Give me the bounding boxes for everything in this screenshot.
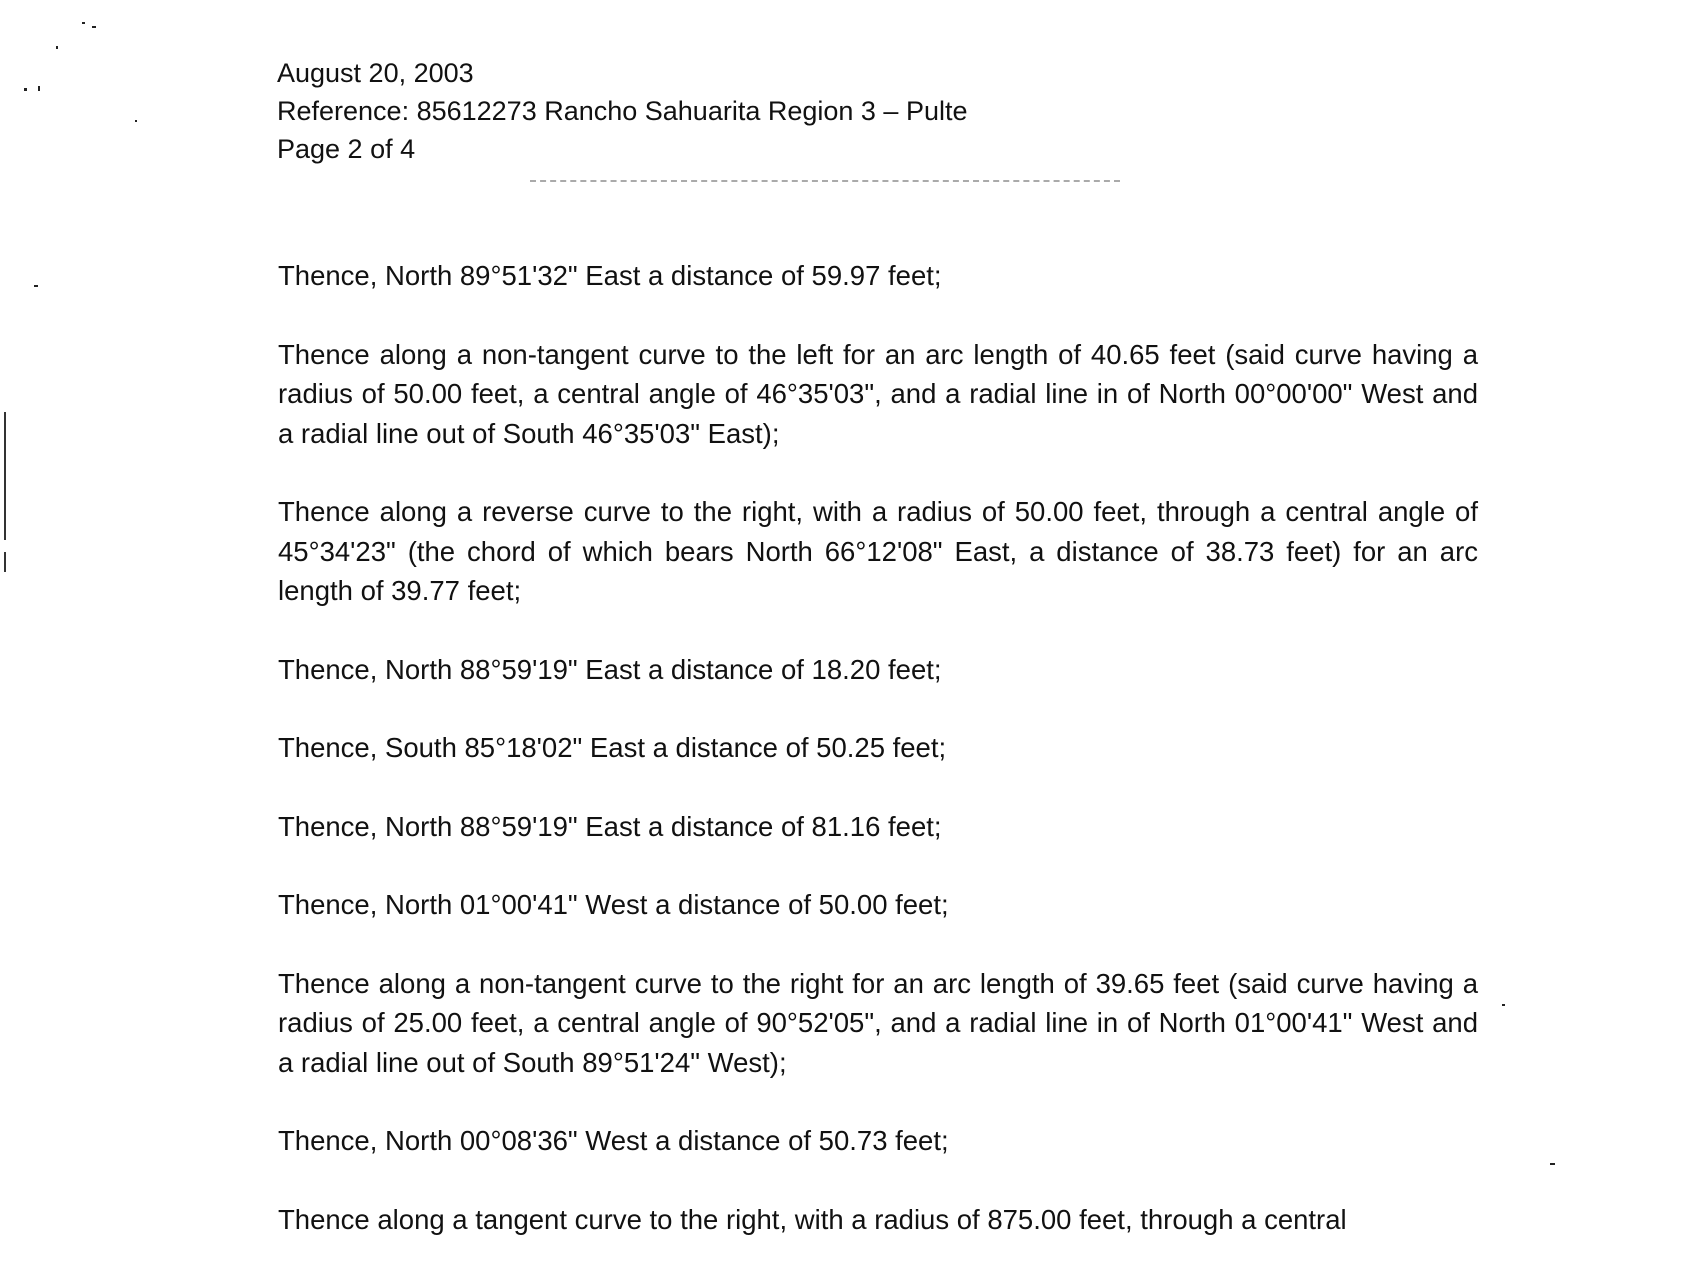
- course-paragraph: Thence, North 00°08'36" West a distance of 50.73 feet;: [278, 1125, 949, 1156]
- course-paragraph: Thence along a non-tangent curve to the right for an arc length of 39.65 feet (said curve having a radius of 25.00 feet, a central angle of 90°52'05", and a radial line in of North 01°00'41" West and a radial line out of South 89°51'24" West);: [278, 967, 1478, 1078]
- scan-artifact: [34, 285, 38, 287]
- course-paragraph: Thence, North 01°00'41" West a distance of 50.00 feet;: [278, 889, 949, 920]
- scan-artifact: [38, 86, 40, 91]
- course-paragraph: Thence, North 88°59'19" East a distance of 81.16 feet;: [278, 810, 942, 842]
- scan-artifact: [1502, 1004, 1505, 1006]
- scan-artifact: [56, 46, 58, 49]
- course-paragraph: Thence along a non-tangent curve to the left for an arc length of 40.65 feet (said curve having a radius of 50.00 feet, a central angle of 46°35'03", and a radial line in of North 00°00'00" West and a radial line out of South 46°35'03" East);: [278, 338, 1478, 449]
- scan-artifact: [92, 26, 96, 28]
- course-paragraph: Thence along a reverse curve to the right, with a radius of 50.00 feet, through a central angle of 45°34'23" (the chord of which bears North 66°12'08" East, a distance of 38.73 feet) for an arc length of 39.77 feet;: [278, 496, 1478, 606]
- scan-edge-line: [4, 412, 6, 540]
- header-reference: Reference: 85612273 Rancho Sahuarita Region 3 – Pulte: [277, 96, 968, 126]
- scan-artifact: [82, 22, 85, 24]
- scan-artifact: [24, 88, 27, 91]
- course-paragraph: Thence, South 85°18'02" East a distance of 50.25 feet;: [278, 732, 947, 763]
- header-divider: [530, 180, 1120, 182]
- letter-header: [277, 54, 968, 168]
- scan-edge-line: [4, 552, 6, 572]
- header-page-number: Page 2 of 4: [277, 134, 416, 164]
- course-paragraph: Thence, North 88°59'19" East a distance of 18.20 feet;: [278, 653, 942, 685]
- course-paragraph: Thence, North 89°51'32" East a distance of 59.97 feet;: [278, 260, 942, 291]
- legal-description-body: [278, 256, 1478, 1278]
- header-date: August 20, 2003: [277, 58, 474, 88]
- scan-artifact: [135, 120, 137, 122]
- course-paragraph: Thence along a tangent curve to the right, with a radius of 875.00 feet, through a central: [278, 1203, 1347, 1235]
- scan-artifact: [1550, 1163, 1555, 1165]
